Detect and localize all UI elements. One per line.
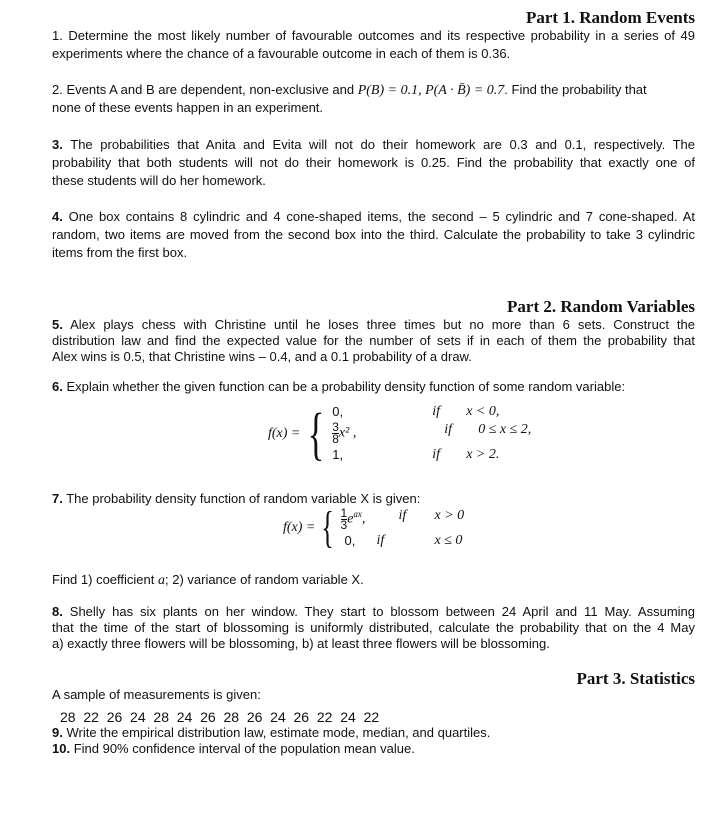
q3-line1: [52, 137, 695, 153]
q6-r1-if: if: [432, 404, 440, 419]
q8-text1: Shelly has six plants on her window. They start to blossom between 24 April and 11 May. Assuming: [62, 604, 695, 619]
q6-f-label: f(x) =: [268, 425, 301, 441]
q9-line: [52, 725, 695, 741]
q9-text: Write the empirical distribution law, estimate mode, median, and quartiles.: [62, 725, 491, 740]
q6-text: Explain whether the given function can be a probability density function of some random variable:: [62, 379, 626, 394]
q8-line2: that the time of the start of blossoming is uniformly distributed, calculate the probability that on the 4 May: [52, 620, 695, 635]
q1-line2: experiments where the chance of a favourable outcome in each of them is 0.36.: [52, 46, 511, 61]
q3-number: 3.: [52, 137, 63, 152]
q8-line3: a) exactly three flowers will be blossoming, b) at least three flowers will be blossoming.: [52, 636, 550, 651]
q2-line2: none of these events happen in an experiment.: [52, 100, 324, 115]
q2-text-a: 2. Events A and B are dependent, non-exclusive and: [52, 82, 358, 97]
q1-line1: 1. Determine the most likely number of favourable outcomes and its respective probability in a series of 49: [52, 28, 695, 43]
q6-line: [52, 379, 695, 395]
q6-r2-value: [332, 422, 432, 445]
q2-math: P(B) = 0.1, P(A · B̄) = 0.7: [357, 83, 505, 98]
q6-r1-cond: x < 0,: [466, 404, 500, 419]
q2-text-b: . Find the probability that: [504, 82, 647, 97]
q5-line2: distribution law and find the expected value for the number of sets if in each of them the probability that: [52, 333, 695, 348]
q10-number: 10.: [52, 741, 71, 756]
q6-frac-num: 3: [332, 420, 339, 434]
q7-frac-num: 1: [340, 505, 348, 520]
q2-line1: [52, 82, 695, 99]
q7-r2-value: 0,: [344, 532, 356, 548]
q7-f-label: f(x) =: [283, 520, 316, 535]
sample-values: 28 22 26 24 28 24 26 28 26 24 26 22 24 22: [60, 709, 380, 725]
q4-line3: items from the first box.: [52, 245, 188, 260]
q7-text: The probability density function of random variable X is given:: [62, 491, 421, 506]
brace-icon: {: [307, 400, 325, 466]
q5-line1: [52, 317, 695, 333]
q4-number: 4.: [52, 209, 63, 224]
q7-r2-cond: x ≤ 0: [434, 532, 463, 548]
q7-formula: [283, 503, 485, 552]
q6-frac-den: 8: [332, 432, 339, 446]
q7-find-a: Find 1) coefficient: [52, 572, 158, 587]
q7-exp-base: e: [347, 511, 354, 527]
q7-exp: ax: [353, 508, 362, 519]
q7-find-b: ; 2) variance of random variable X.: [164, 572, 364, 587]
part3-title: Part 3. Statistics: [576, 669, 695, 688]
q7-line: [52, 491, 695, 507]
q6-r2-expr: x² ,: [338, 425, 357, 441]
q3-text1: The probabilities that Anita and Evita will not do their homework are 0.3 and 0.1, respectively. The: [62, 137, 695, 152]
q6-r2-if: if: [444, 422, 452, 437]
q4-text1: One box contains 8 cylindric and 4 cone-shaped items, the second – 5 cylindric and 7 cone-shaped. At: [62, 209, 695, 224]
q8-number: 8.: [52, 604, 63, 619]
q6-r1-value: 0,: [332, 404, 344, 419]
q7-comma: ,: [361, 511, 366, 527]
q7-frac-den: 3: [340, 517, 348, 532]
part1-title: Part 1. Random Events: [525, 8, 695, 27]
q5-line3: Alex wins is 0.5, that Christine wins – 0.4, and a 0.1 probability of a draw.: [52, 349, 472, 364]
brace-icon: {: [321, 503, 335, 552]
q7-r1-if: if: [398, 507, 407, 523]
q7-r1-value: [340, 505, 399, 532]
q6-r3-cond: x > 2.: [466, 447, 500, 462]
q4-line2: random, two items are moved from the second box into the third. Calculate the probability to take 3 cylindric: [52, 227, 695, 242]
q8-line1: [52, 604, 695, 620]
q7-r1-cond: x > 0: [434, 507, 465, 523]
q5-text1: Alex plays chess with Christine until he loses three times but no more than 6 sets. Construct the: [62, 317, 695, 332]
q10-text: Find 90% confidence interval of the population mean value.: [70, 741, 415, 756]
q4-line1: [52, 209, 695, 225]
part2-title: Part 2. Random Variables: [507, 297, 695, 316]
q6-r3-value: 1,: [332, 447, 344, 462]
q9-number: 9.: [52, 725, 63, 740]
q7-find-line: [52, 572, 695, 589]
q6-formula: [268, 400, 556, 466]
q7-find-math: a: [157, 573, 165, 588]
q7-r2-if: if: [376, 532, 385, 548]
q3-line3: these students will do her homework.: [52, 173, 266, 188]
sample-intro: A sample of measurements is given:: [52, 687, 261, 702]
q3-line2: probability that both students will not do their homework is 0.25. Find the probability that exactly one of: [52, 155, 695, 170]
q6-r3-if: if: [432, 447, 440, 462]
q5-number: 5.: [52, 317, 63, 332]
q6-number: 6.: [52, 379, 63, 394]
q6-r2-cond: 0 ≤ x ≤ 2,: [478, 422, 532, 437]
q7-number: 7.: [52, 491, 63, 506]
q10-line: [52, 741, 695, 757]
